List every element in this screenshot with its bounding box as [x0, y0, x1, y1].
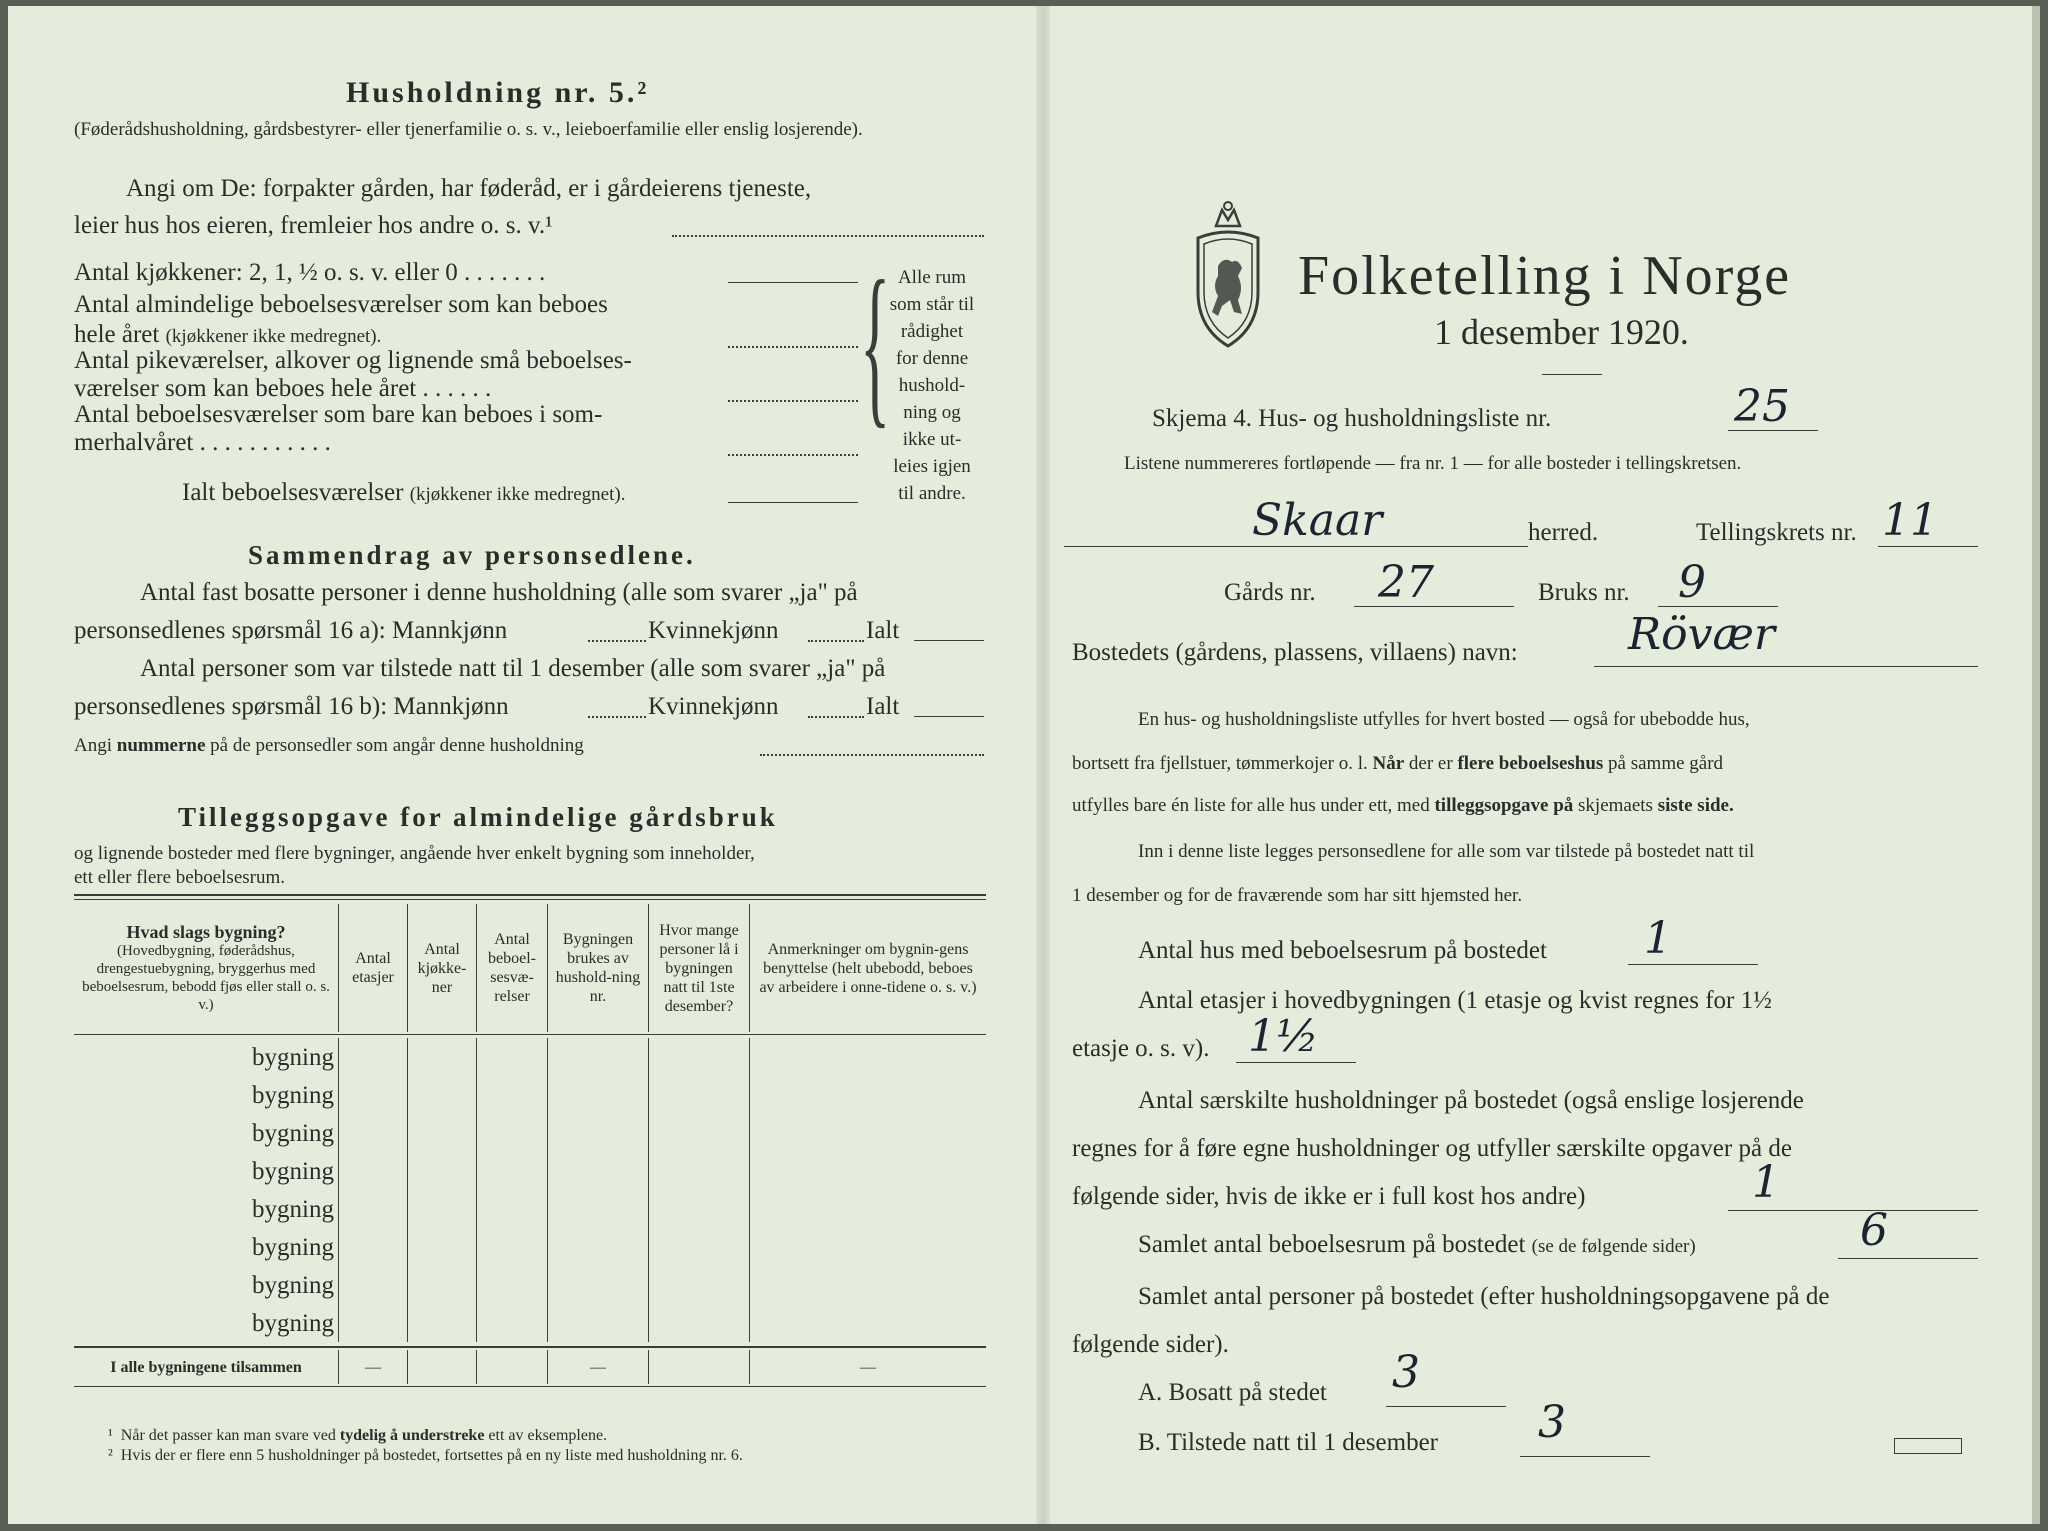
skjema-label: Skjema 4. Hus- og husholdningsliste nr.: [1152, 405, 1552, 432]
alm-answer[interactable]: [728, 346, 858, 348]
brace-note-line: ikke ut-: [902, 429, 962, 450]
fast-ialt-label: Ialt: [866, 617, 900, 644]
angi-answer-line[interactable]: [672, 235, 984, 237]
alm-line-2: hele året: [74, 321, 160, 348]
row-label: bygning: [252, 1081, 334, 1109]
intro-2-b1: Når: [1372, 753, 1405, 774]
cell[interactable]: [750, 1038, 987, 1076]
tilstede-value[interactable]: 3: [1538, 1397, 1566, 1448]
cell[interactable]: [750, 1266, 987, 1304]
cell[interactable]: [408, 1266, 477, 1304]
etasjer-line: [1236, 1062, 1356, 1063]
tilstede-label: B. Tilstede natt til 1 desember: [1138, 1429, 1438, 1456]
bosted-label: Bostedets (gårdens, plassens, villaens) navn:: [1072, 639, 1518, 666]
tilst-line-1: Antal personer som var tilstede natt til 1 desember (alle som svarer „ja" på: [140, 655, 886, 682]
tilstede-line: [1520, 1456, 1650, 1457]
col-husholdning: Bygningen brukes av hushold-ning nr.: [548, 904, 649, 1032]
row-label: bygning: [252, 1233, 334, 1261]
ialt-label: Ialt beboelsesværelser: [182, 479, 404, 506]
tilst-ialt-label: Ialt: [866, 693, 900, 720]
footnote-1-post: ett av eksemplene.: [484, 1427, 608, 1444]
bosatt-label: A. Bosatt på stedet: [1138, 1379, 1327, 1406]
col-anmerkninger: Anmerkninger om bygnin-gens benyttelse (helt ubebodd, beboes av arbeidere i onne-tidene o. s. v.): [750, 904, 987, 1032]
form-title: Folketelling i Norge: [1298, 245, 1792, 307]
brace-note: [880, 264, 984, 507]
pike-answer[interactable]: [728, 400, 858, 402]
printer-stamp: [1894, 1438, 1962, 1454]
cell[interactable]: [408, 1076, 477, 1114]
kjokkener-answer[interactable]: [728, 282, 858, 283]
fast-line-1: Antal fast bosatte personer i denne husholdning (alle som svarer „ja" på: [140, 579, 858, 606]
brace-note-line: rådighet: [900, 321, 964, 342]
tillegg-line-1: og lignende bosteder med flere bygninger, angående hver enkelt bygning som inneholder,: [74, 843, 755, 864]
cell[interactable]: [339, 1190, 408, 1228]
angi-line-1: Angi om De: forpakter gården, har føderåd, er i gårdeierens tjeneste,: [126, 175, 812, 202]
listene-note: Listene nummereres fortløpende — fra nr. 1 — for alle bosteder i tellingskretsen.: [1124, 453, 1742, 474]
total-etasjer[interactable]: —: [339, 1350, 408, 1384]
table-row: [74, 1304, 986, 1342]
total-personer[interactable]: [649, 1350, 750, 1384]
building-rows: [74, 1038, 986, 1342]
row-label: bygning: [252, 1157, 334, 1185]
table-row: [74, 1228, 986, 1266]
fast-kvinne-answer[interactable]: [808, 640, 864, 642]
cell[interactable]: [339, 1076, 408, 1114]
cell[interactable]: [408, 1190, 477, 1228]
ialt-answer[interactable]: [728, 502, 858, 503]
table-row: [74, 1076, 986, 1114]
bruks-label: Bruks nr.: [1538, 579, 1630, 606]
cell[interactable]: [548, 1152, 649, 1190]
cell[interactable]: [750, 1228, 987, 1266]
pike-line-2: værelser som kan beboes hele året . . . . . .: [74, 375, 492, 402]
row-label: bygning: [252, 1195, 334, 1223]
building-table: [74, 904, 986, 1032]
building-total: [74, 1350, 986, 1384]
hus-value[interactable]: 1: [1644, 913, 1672, 964]
tilst-mann-answer[interactable]: [588, 716, 646, 718]
fast-mann-answer[interactable]: [588, 640, 646, 642]
col-type-body: (Hovedbygning, føderådshus, drengestuebygning, bryggerhus med beboelsesrum, bebodd fjøs eller stall o. s. v.): [82, 942, 330, 1013]
table-top-rule-2: [74, 899, 986, 900]
sarsk-line-2: regnes for å føre egne husholdninger og utfyller særskilte opgaver på de: [1072, 1135, 1792, 1162]
fast-line-2: personsedlenes spørsmål 16 a): Mannkjønn: [74, 617, 508, 644]
footnote-1-pre: Når det passer kan man svare ved: [120, 1427, 340, 1444]
cell[interactable]: [750, 1114, 987, 1152]
intro-2-mid: der er: [1404, 753, 1458, 774]
cell[interactable]: [477, 1038, 548, 1076]
cell[interactable]: [649, 1152, 750, 1190]
fast-kvinne-label: Kvinnekjønn: [648, 617, 779, 644]
cell[interactable]: [548, 1114, 649, 1152]
curly-brace: {: [860, 244, 891, 443]
footnote-2-mark: ²: [108, 1447, 113, 1464]
cell[interactable]: [649, 1266, 750, 1304]
footnote-1-mark: ¹: [108, 1427, 113, 1444]
sarsk-value[interactable]: 1: [1752, 1157, 1780, 1208]
table-top-rule: [74, 894, 986, 896]
intro-line-1: En hus- og husholdningsliste utfylles for hvert bosted — også for ubebodde hus,: [1138, 709, 1750, 730]
total-label: I alle bygningene tilsammen: [110, 1358, 302, 1376]
total-anmerkninger[interactable]: —: [750, 1350, 987, 1384]
cell[interactable]: [408, 1228, 477, 1266]
nummerne-answer[interactable]: [760, 754, 984, 756]
samlet-rum-note: (se de følgende sider): [1531, 1236, 1696, 1257]
sommer-answer[interactable]: [728, 454, 858, 456]
brace-note-line: leies igjen: [893, 456, 971, 477]
household-title: Husholdning nr. 5.²: [346, 76, 650, 109]
tillegg-line-2: ett eller flere beboelsesrum.: [74, 867, 286, 888]
sarsk-line: [1728, 1210, 1978, 1211]
row-label: bygning: [252, 1309, 334, 1337]
sommer-line-1: Antal beboelsesværelser som bare kan beboes i som-: [74, 401, 603, 428]
bosted-line: [1594, 666, 1978, 667]
etasjer-line-2: etasje o. s. v).: [1072, 1035, 1210, 1062]
etasjer-line-1: Antal etasjer i hovedbygningen (1 etasje og kvist regnes for 1½: [1138, 987, 1772, 1014]
col-beboelsesvarelser: Antal beboel-sesvæ-relser: [477, 904, 548, 1032]
cell[interactable]: [477, 1228, 548, 1266]
bruks-line: [1658, 606, 1778, 607]
cell[interactable]: [548, 1190, 649, 1228]
angi-line-2: leier hus hos eieren, fremleier hos andre o. s. v.¹: [74, 212, 553, 239]
cell[interactable]: [408, 1114, 477, 1152]
hus-label: Antal hus med beboelsesrum på bostedet: [1138, 937, 1547, 964]
brace-note-line: som står til: [889, 294, 975, 315]
etasjer-value[interactable]: 1½: [1248, 1011, 1319, 1062]
cell[interactable]: [477, 1152, 548, 1190]
skjema-nr-value[interactable]: 25: [1734, 381, 1790, 432]
page-edge: [2032, 6, 2040, 1524]
sommer-line-2: merhalvåret . . . . . . . . . . .: [74, 429, 331, 456]
cell[interactable]: [750, 1152, 987, 1190]
title-rule: [1542, 374, 1602, 375]
cell[interactable]: [339, 1152, 408, 1190]
total-row: [74, 1350, 986, 1384]
census-form-sheet: [8, 6, 2040, 1524]
cell[interactable]: [339, 1038, 408, 1076]
tillegg-title: Tilleggsopgave for almindelige gårdsbruk: [178, 802, 778, 832]
cell[interactable]: [477, 1114, 548, 1152]
alm-line-2-note: (kjøkkener ikke medregnet).: [165, 326, 382, 347]
tilst-kvinne-label: Kvinnekjønn: [648, 693, 779, 720]
fast-ialt-answer[interactable]: [914, 640, 984, 641]
cell[interactable]: [649, 1114, 750, 1152]
tellingskrets-value[interactable]: 11: [1882, 495, 1938, 546]
cell[interactable]: [548, 1266, 649, 1304]
cell[interactable]: [649, 1038, 750, 1076]
cell[interactable]: [548, 1038, 649, 1076]
herred-value[interactable]: Skaar: [1252, 495, 1383, 546]
nummerne-pre: Angi: [74, 735, 117, 756]
herred-label: herred.: [1528, 519, 1599, 546]
bosatt-line: [1386, 1406, 1506, 1407]
cell[interactable]: [548, 1076, 649, 1114]
table-total-rule: [74, 1346, 986, 1348]
table-bottom-rule: [74, 1386, 986, 1387]
cell[interactable]: [408, 1152, 477, 1190]
row-label: bygning: [252, 1271, 334, 1299]
cell[interactable]: [548, 1228, 649, 1266]
col-etasjer: Antal etasjer: [339, 904, 408, 1032]
samlet-rum-label: Samlet antal beboelsesrum på bostedet: [1138, 1231, 1526, 1258]
total-husholdning[interactable]: —: [548, 1350, 649, 1384]
bruks-value[interactable]: 9: [1678, 557, 1706, 608]
ialt-note: (kjøkkener ikke medregnet).: [409, 484, 626, 505]
intro-2-post: på samme gård: [1603, 753, 1724, 774]
samlet-pers-line-2: følgende sider).: [1072, 1331, 1229, 1358]
cell[interactable]: [750, 1190, 987, 1228]
table-row: [74, 1266, 986, 1304]
intro-3-pre: utfylles bare én liste for alle hus under ett, med: [1072, 795, 1435, 816]
sarsk-line-3: følgende sider, hvis de ikke er i full kost hos andre): [1072, 1183, 1586, 1210]
intro-3-b2: siste side.: [1657, 795, 1734, 816]
brace-note-line: ning og: [903, 402, 961, 423]
cell[interactable]: [750, 1304, 987, 1342]
table-row: [74, 1190, 986, 1228]
intro-3-b1: tilleggsopgave på: [1434, 795, 1574, 816]
cell[interactable]: [339, 1266, 408, 1304]
cell[interactable]: [649, 1190, 750, 1228]
cell[interactable]: [750, 1076, 987, 1114]
intro-2-pre: bortsett fra fjellstuer, tømmerkojer o. l.: [1072, 753, 1373, 774]
inn-line-2: 1 desember og for de fraværende som har sitt hjemsted her.: [1072, 885, 1523, 906]
footnote-2: Hvis der er flere enn 5 husholdninger på bostedet, fortsettes på en ny liste med husholdning nr. 6.: [120, 1447, 743, 1464]
brace-note-line: for denne: [895, 348, 969, 369]
col-personer: Hvor mange personer lå i bygningen natt til 1ste desember?: [649, 904, 750, 1032]
tilst-line-2: personsedlenes spørsmål 16 b): Mannkjønn: [74, 693, 509, 720]
pike-line-1: Antal pikeværelser, alkover og lignende små beboelses-: [74, 347, 632, 374]
norway-coat-of-arms-icon: [1188, 196, 1268, 348]
samlet-rum-value[interactable]: 6: [1860, 1205, 1888, 1256]
tellingskrets-line: [1878, 546, 1978, 547]
kjokkener-label: Antal kjøkkener: 2, 1, ½ o. s. v. eller 0 . . . . . . .: [74, 259, 546, 286]
cell[interactable]: [477, 1266, 548, 1304]
intro-2-b2: flere beboelseshus: [1457, 753, 1604, 774]
brace-note-line: til andre.: [898, 483, 966, 504]
household-subtitle: (Føderådshusholdning, gårdsbestyrer- eller tjenerfamilie o. s. v., leieboerfamilie eller enslig losjerende).: [74, 119, 863, 140]
inn-line-1: Inn i denne liste legges personsedlene for alle som var tilstede på bostedet natt til: [1138, 841, 1755, 862]
gards-label: Gårds nr.: [1224, 579, 1316, 606]
row-label: bygning: [252, 1043, 334, 1071]
alm-line-1: Antal almindelige beboelsesværelser som kan beboes: [74, 291, 608, 318]
hus-line: [1628, 964, 1758, 965]
table-header-rule: [74, 1034, 986, 1035]
col-kjokkener: Antal kjøkke-ner: [408, 904, 477, 1032]
cell[interactable]: [477, 1304, 548, 1342]
nummerne-bold: nummerne: [116, 735, 206, 756]
row-label: bygning: [252, 1119, 334, 1147]
table-row: [74, 1152, 986, 1190]
table-header-row: [74, 904, 986, 1032]
nummerne-post: på de personsedler som angår denne husholdning: [205, 735, 584, 756]
samlet-pers-line-1: Samlet antal personer på bostedet (efter husholdningsopgavene på de: [1138, 1283, 1830, 1310]
cell[interactable]: [477, 1076, 548, 1114]
footnote-1-bold: tydelig å understreke: [339, 1427, 485, 1444]
cell[interactable]: [649, 1304, 750, 1342]
bosted-value[interactable]: Rövær: [1628, 609, 1775, 660]
gards-value[interactable]: 27: [1378, 557, 1434, 608]
cell[interactable]: [408, 1038, 477, 1076]
brace-note-line: hushold-: [898, 375, 966, 396]
cell[interactable]: [339, 1304, 408, 1342]
samlet-rum-line: [1838, 1258, 1978, 1259]
table-row: [74, 1038, 986, 1076]
col-type-title: Hvad slags bygning?: [126, 921, 286, 942]
total-varelser[interactable]: [477, 1350, 548, 1384]
cell[interactable]: [649, 1228, 750, 1266]
cell[interactable]: [408, 1304, 477, 1342]
sarsk-line-1: Antal særskilte husholdninger på bostedet (også enslige losjerende: [1138, 1087, 1804, 1114]
table-row: [74, 1114, 986, 1152]
cell[interactable]: [339, 1228, 408, 1266]
herred-line: [1064, 546, 1528, 547]
page-fold: [1036, 6, 1050, 1524]
sammendrag-title: Sammendrag av personsedlene.: [248, 540, 696, 570]
brace-note-line: Alle rum: [897, 267, 967, 288]
tellingskrets-label: Tellingskrets nr.: [1696, 519, 1857, 546]
cell[interactable]: [339, 1114, 408, 1152]
tilst-kvinne-answer[interactable]: [808, 716, 864, 718]
cell[interactable]: [649, 1076, 750, 1114]
bosatt-value[interactable]: 3: [1392, 1347, 1420, 1398]
total-kjokkener[interactable]: [408, 1350, 477, 1384]
cell[interactable]: [477, 1190, 548, 1228]
intro-3-mid: skjemaets: [1573, 795, 1658, 816]
tilst-ialt-answer[interactable]: [914, 716, 984, 717]
form-date: 1 desember 1920.: [1434, 312, 1689, 352]
cell[interactable]: [548, 1304, 649, 1342]
